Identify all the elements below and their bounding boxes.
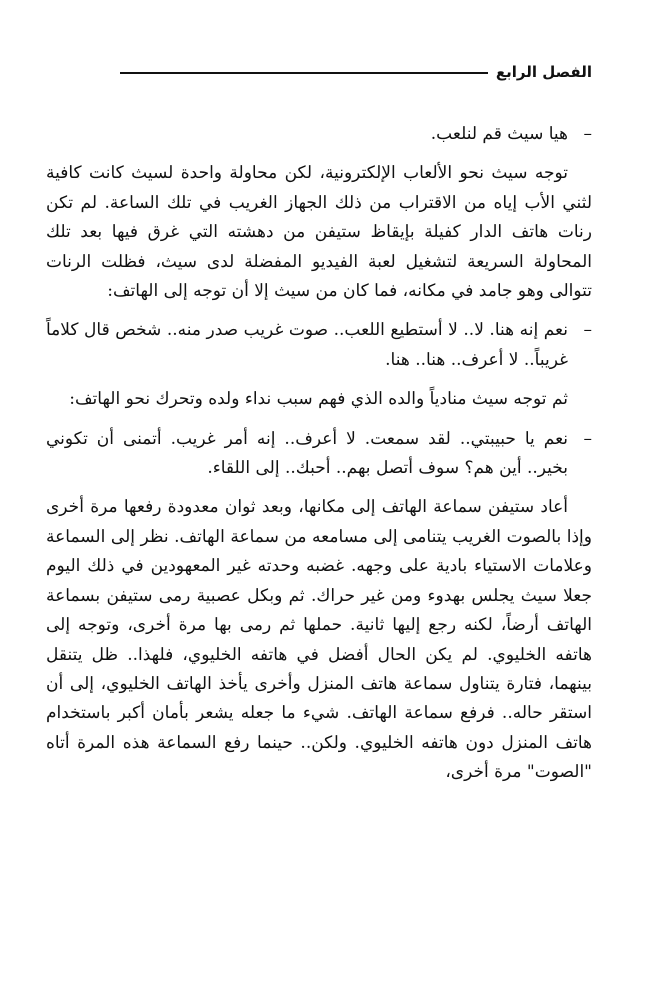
narration-paragraph: أعاد ستيفن سماعة الهاتف إلى مكانها، وبعد ثوان معدودة رفعها مرة أخرى وإذا بالصوت الغريب يتنامى إلى مسامعه من سماعة الهاتف. نظر إلى السماعة وعلامات الاستياء بادية على وجهه. غضبه وحدته غير المعهودين في ذلك اليوم جعلا سيث يجلس بهدوء ومن غير حراك. ثم وبكل عصبية رمى ستيفن بسماعة الهاتف أرضاً، لكنه رجع إليها ثانية. حملها ثم رمى بها مرة أخرى، وتوجه إلى هاتفه الخليوي. لم يكن الحال أفضل في هاتفه الخليوي، فلهذا.. ظل يتنقل بينهما، فتارة يتناول سماعة هاتف المنزل وأخرى يأخذ الهاتف الخليوي، إلى أن استقر حاله.. فرفع سماعة الهاتف. شيء ما جعله يشعر بأمان أكبر باستخدام هاتف المنزل دون هاتفه الخليوي. ولكن.. حينما رفع السماعة هذه المرة أتاه "الصوت" مرة أخرى، [46, 497, 592, 783]
narration-paragraph: ثم توجه سيث منادياً والده الذي فهم سبب نداء ولده وتحرك نحو الهاتف: [69, 389, 568, 410]
dialogue-line [46, 120, 592, 149]
running-header [46, 60, 592, 84]
dialogue-dash: – [583, 428, 592, 449]
header-rule [120, 72, 488, 74]
dialogue-dash: – [583, 124, 592, 144]
dialogue-dash: – [583, 320, 592, 341]
dialogue-line [46, 425, 592, 484]
narration-paragraph: توجه سيث نحو الألعاب الإلكترونية، لكن محاولة واحدة لسيث كانت كافية لثني الأب إياه من الاقتراب من ذلك الجهاز الغريب في تلك الساعة. لم تكن رنات هاتف الدار كفيلة بإيقاظ ستيفن من دهشته التي غرق فيها بعد تلك المحاولة السريعة لتشغيل لعبة الفيديو المفضلة لدى سيث، فظلت الرنات تتوالى وهو جامد في مكانه، فما كان من سيث إلا أن توجه إلى الهاتف: [46, 163, 592, 302]
paragraph-text: نعم إنه هنا. لا.. لا أستطيع اللعب.. صوت غريب صدر منه.. شخص قال كلاماً غريباً.. لا أعرف.. هنا.. هنا. [46, 320, 568, 370]
paragraph-text: هيا سيث قم لنلعب. [430, 124, 568, 144]
dialogue-line [46, 316, 592, 375]
chapter-title: الفصل الرابع [495, 63, 592, 81]
paragraph-text: نعم يا حبيبتي.. لقد سمعت. لا أعرف.. إنه أمر غريب. أتمنى أن تكوني بخير.. أين هم؟ سوف أتصل بهم.. أحبك.. إلى اللقاء. [46, 428, 568, 479]
body-text [46, 120, 592, 788]
